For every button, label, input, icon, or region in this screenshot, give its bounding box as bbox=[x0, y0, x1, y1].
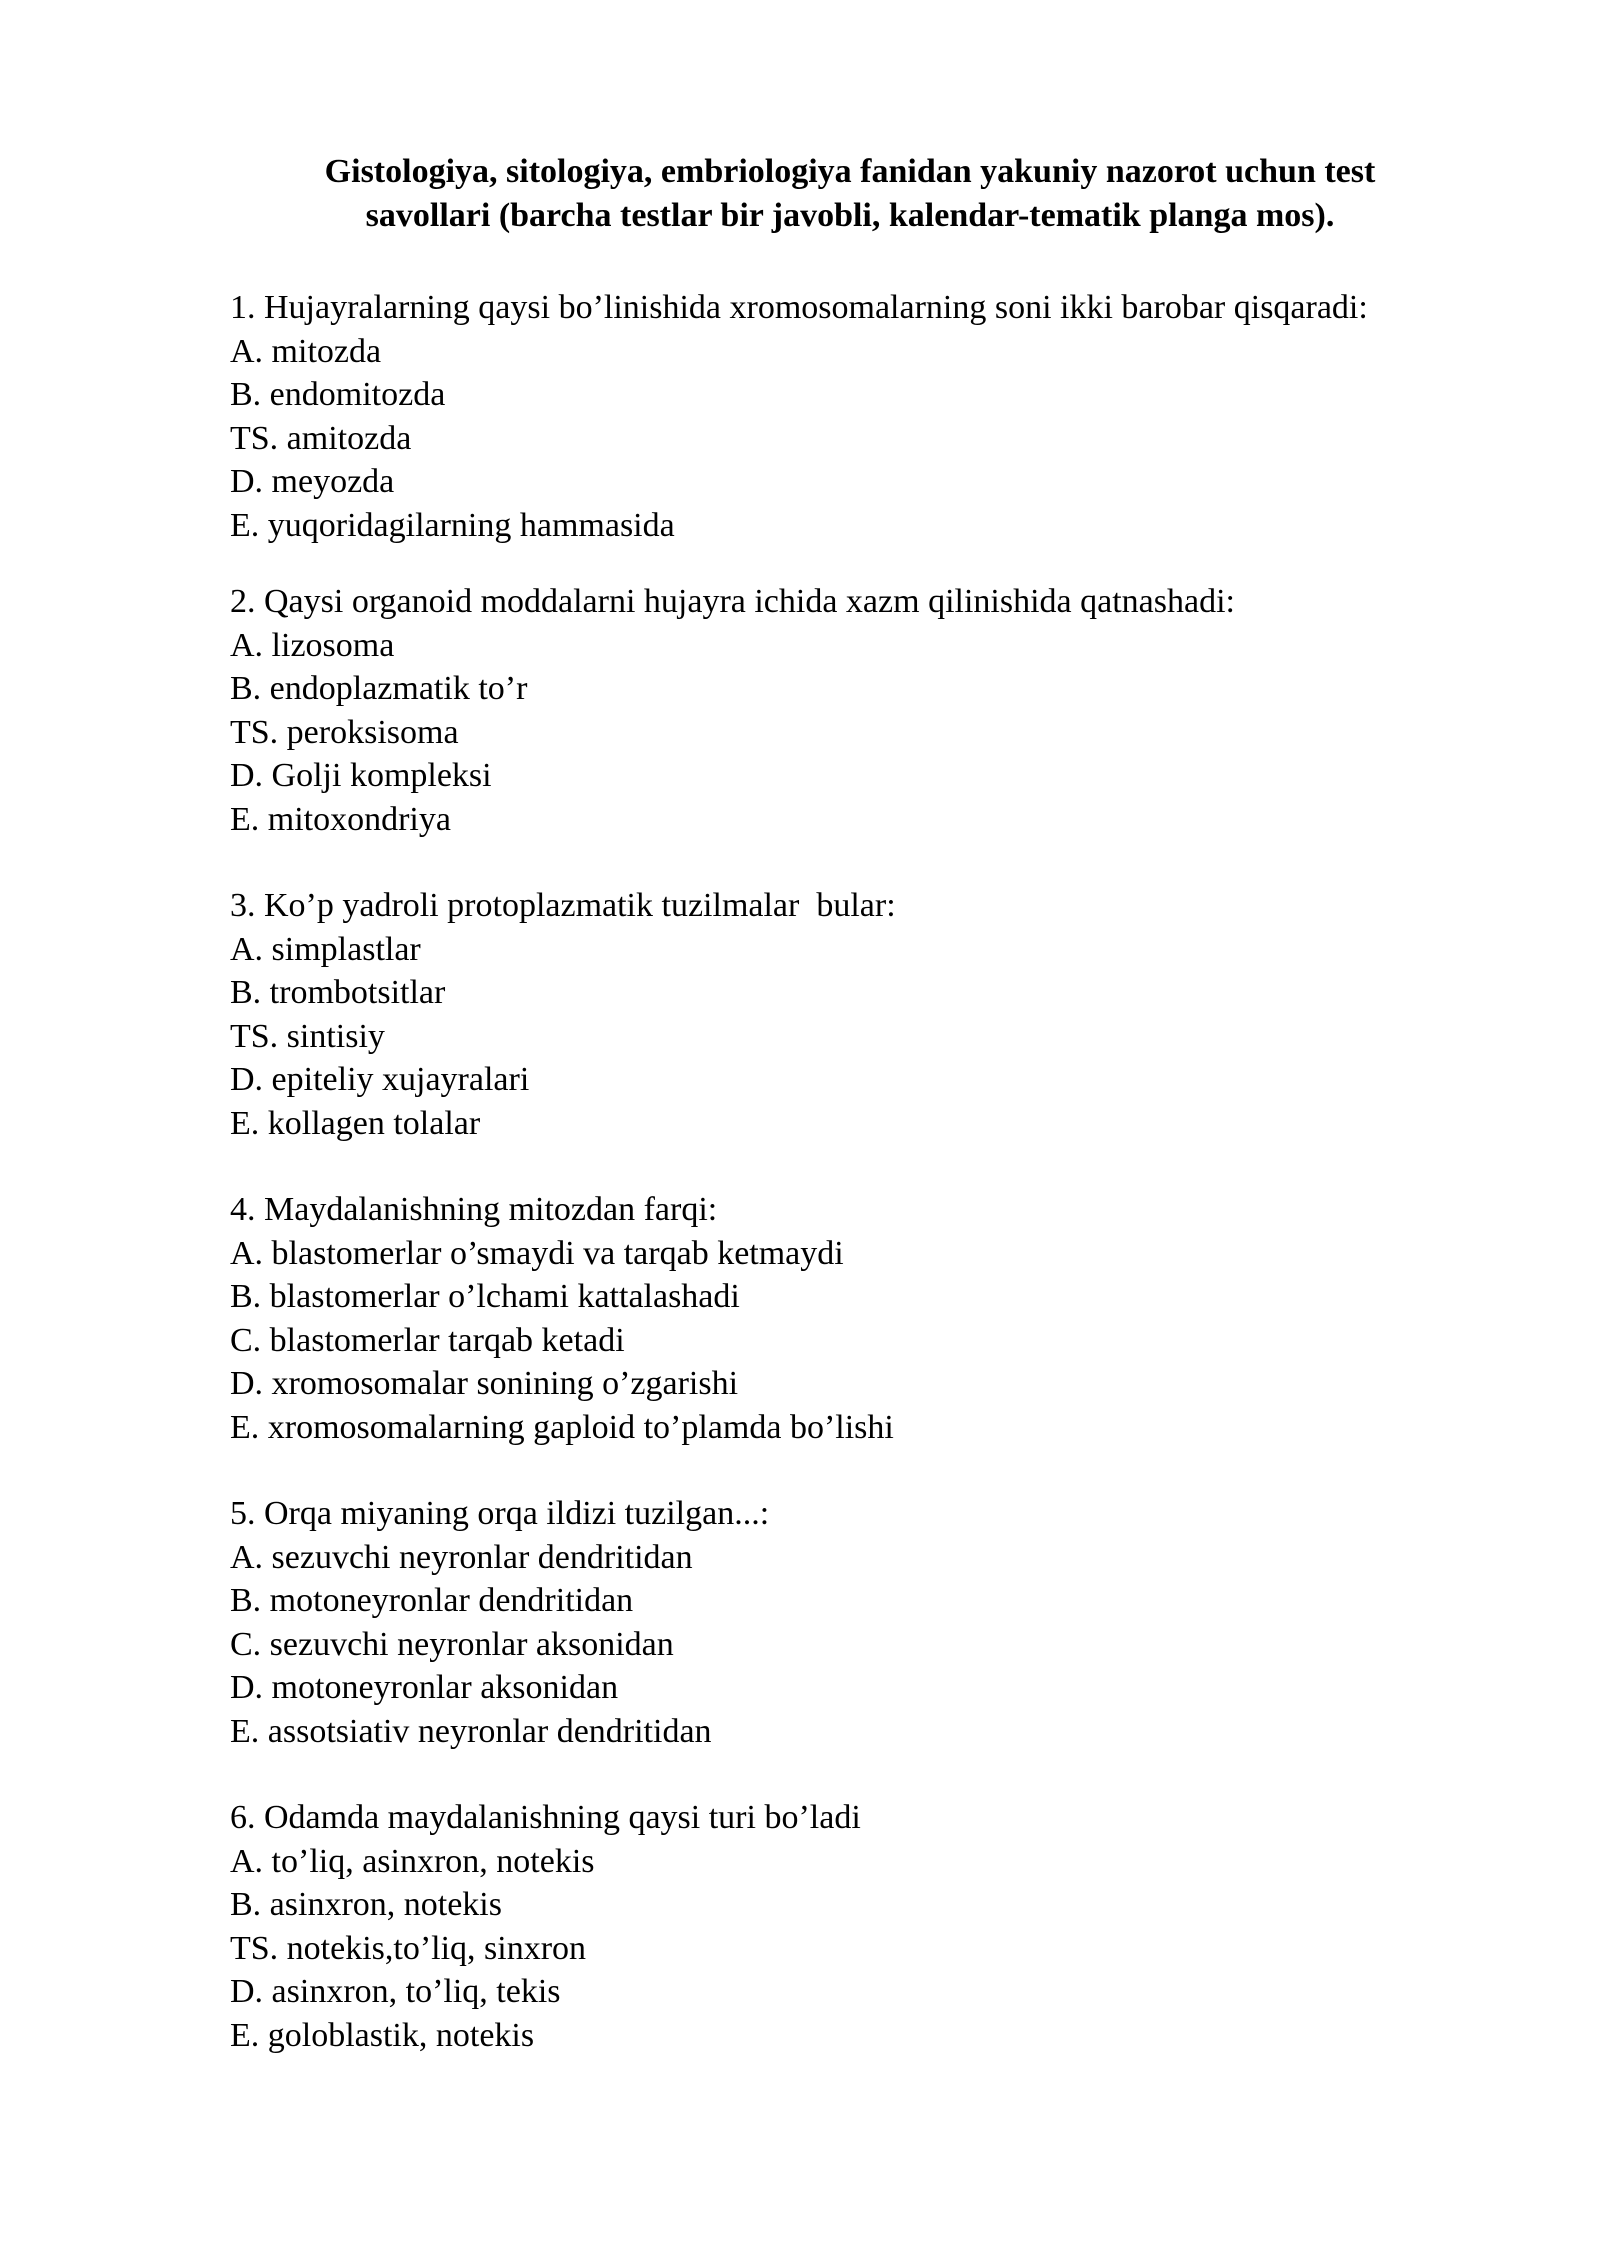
question-4 bbox=[230, 1188, 1430, 1449]
answer-option: C. blastomerlar tarqab ketadi bbox=[230, 1321, 625, 1359]
answer-option: E. xromosomalarning gaploid to’plamda bo’lishi bbox=[230, 1408, 894, 1446]
answer-option: A. lizosoma bbox=[230, 626, 395, 664]
answer-option: A. simplastlar bbox=[230, 930, 421, 968]
question-text: 5. Orqa miyaning orqa ildizi tuzilgan...: bbox=[230, 1495, 770, 1532]
answer-option: B. blastomerlar o’lchami kattalashadi bbox=[230, 1278, 740, 1315]
document-title bbox=[230, 150, 1470, 238]
answer-option: D. motoneyronlar aksonidan bbox=[230, 1669, 619, 1706]
answer-option: D. xromosomalar sonining o’zgarishi bbox=[230, 1365, 739, 1402]
answer-option: B. asinxron, notekis bbox=[230, 1886, 502, 1923]
title-line-2: savollari (barcha testlar bir javobli, kalendar-tematik planga mos). bbox=[365, 197, 1335, 234]
question-text: 3. Ko’p yadroli protoplazmatik tuzilmalar bular: bbox=[230, 887, 896, 924]
question-1 bbox=[230, 286, 1430, 547]
answer-option: A. sezuvchi neyronlar dendritidan bbox=[230, 1538, 693, 1576]
question-2 bbox=[230, 580, 1430, 841]
answer-option: B. trombotsitlar bbox=[230, 974, 446, 1011]
answer-option: TS. peroksisoma bbox=[230, 713, 459, 751]
answer-option: B. endomitozda bbox=[230, 376, 446, 413]
answer-option: B. motoneyronlar dendritidan bbox=[230, 1582, 634, 1619]
answer-option: TS. notekis,to’liq, sinxron bbox=[230, 1929, 587, 1967]
question-6 bbox=[230, 1796, 1430, 2057]
answer-option: E. kollagen tolalar bbox=[230, 1104, 481, 1142]
answer-option: D. asinxron, to’liq, tekis bbox=[230, 1973, 561, 2010]
answer-option: A. to’liq, asinxron, notekis bbox=[230, 1842, 595, 1880]
answer-option: D. Golji kompleksi bbox=[230, 757, 492, 794]
question-text: 6. Odamda maydalanishning qaysi turi bo’ladi bbox=[230, 1799, 861, 1836]
answer-option: E. goloblastik, notekis bbox=[230, 2016, 535, 2054]
answer-option: C. sezuvchi neyronlar aksonidan bbox=[230, 1625, 674, 1663]
answer-option: TS. sintisiy bbox=[230, 1017, 385, 1055]
answer-option: TS. amitozda bbox=[230, 419, 412, 457]
title-line-1: Gistologiya, sitologiya, embriologiya fanidan yakuniy nazorot uchun test bbox=[324, 153, 1376, 190]
question-text: 2. Qaysi organoid moddalarni hujayra ichida xazm qilinishida qatnashadi: bbox=[230, 583, 1235, 620]
question-text: 1. Hujayralarning qaysi bo’linishida xromosomalarning soni ikki barobar qisqaradi: bbox=[230, 289, 1368, 326]
answer-option: E. yuqoridagilarning hammasida bbox=[230, 506, 675, 544]
answer-option: E. assotsiativ neyronlar dendritidan bbox=[230, 1712, 712, 1750]
question-text: 4. Maydalanishning mitozdan farqi: bbox=[230, 1191, 718, 1228]
answer-option: D. meyozda bbox=[230, 463, 395, 500]
answer-option: A. mitozda bbox=[230, 332, 382, 370]
question-5 bbox=[230, 1492, 1430, 1753]
question-list bbox=[230, 286, 1430, 2057]
answer-option: A. blastomerlar o’smaydi va tarqab ketmaydi bbox=[230, 1234, 844, 1272]
answer-option: E. mitoxondriya bbox=[230, 800, 451, 838]
answer-option: B. endoplazmatik to’r bbox=[230, 670, 528, 707]
answer-option: D. epiteliy xujayralari bbox=[230, 1061, 530, 1098]
question-3 bbox=[230, 884, 1430, 1145]
